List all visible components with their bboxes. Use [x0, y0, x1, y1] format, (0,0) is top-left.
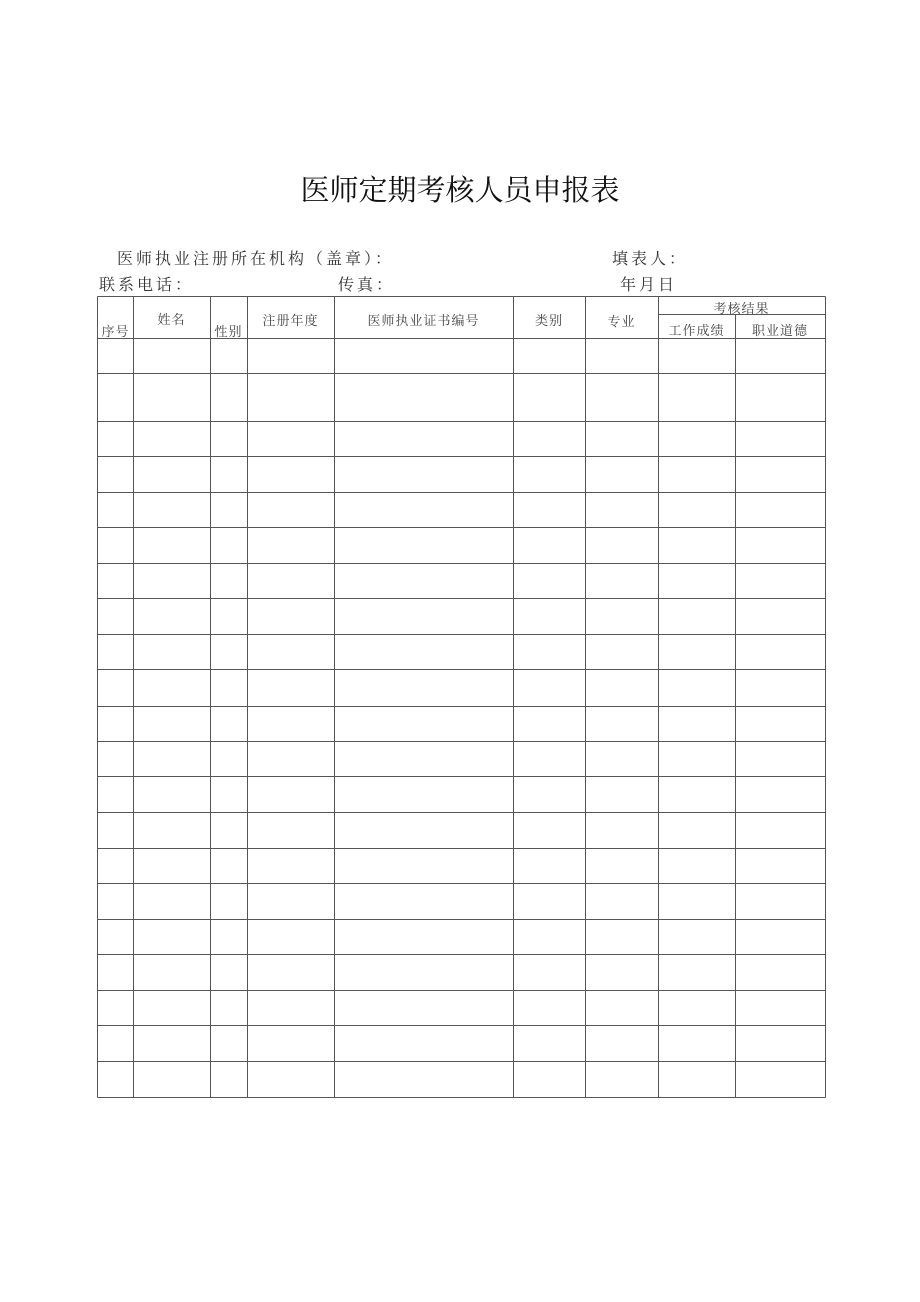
header-work-performance: 工作成绩	[668, 324, 725, 339]
header-reg-year: 注册年度	[262, 314, 319, 329]
header-specialty: 专业	[607, 315, 636, 330]
header-name: 姓名	[157, 313, 186, 328]
date-label: 年月日	[620, 275, 678, 294]
filler-label: 填表人：	[612, 249, 689, 268]
header-category: 类别	[534, 314, 563, 329]
institution-label: 医师执业注册所在机构（盖章）：	[117, 249, 395, 268]
header-assessment: 考核结果	[713, 302, 770, 317]
page-title: 医师定期考核人员申报表	[300, 173, 620, 207]
header-cert-no: 医师执业证书编号	[367, 314, 480, 329]
fax-label: 传真：	[338, 275, 396, 294]
phone-label: 联系电话：	[99, 275, 195, 294]
header-seq: 序号	[101, 325, 130, 340]
header-ethics: 职业道德	[751, 324, 808, 339]
header-gender: 性别	[214, 325, 243, 340]
